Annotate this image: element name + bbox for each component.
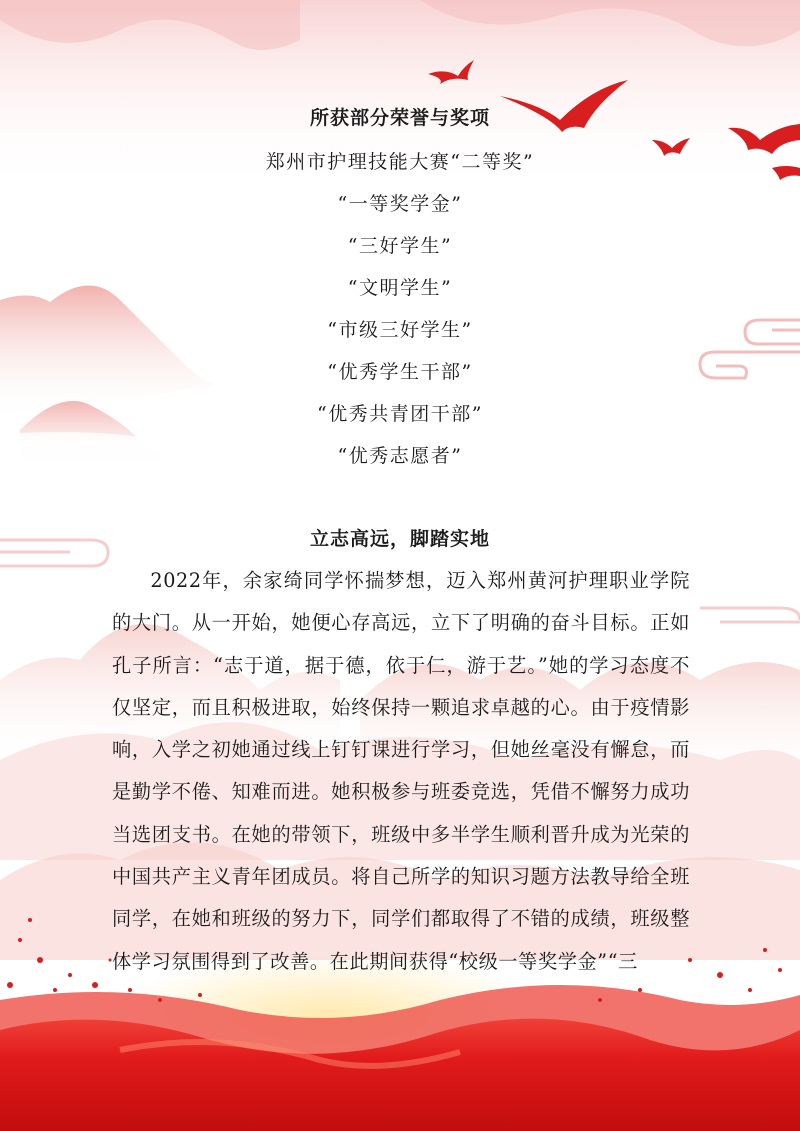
section-heading: 立志高远，脚踏实地: [309, 528, 490, 550]
award-item: 郑州市护理技能大赛“二等奖”: [265, 151, 535, 173]
awards-heading: 所获部分荣誉与奖项: [309, 107, 490, 129]
awards-list: [0, 146, 800, 482]
award-item: “市级三好学生”: [327, 319, 473, 341]
award-item: “一等奖学金”: [337, 193, 463, 215]
award-item: “优秀学生干部”: [327, 361, 473, 383]
award-item: “三好学生”: [347, 235, 453, 257]
award-item: “文明学生”: [347, 277, 453, 299]
award-item: “优秀志愿者”: [337, 445, 463, 467]
body-paragraph: 2022年，余家绮同学怀揣梦想，迈入郑州黄河护理职业学院的大门。从一开始，她便心存高远，立下了明确的奋斗目标。正如孔子所言：“志于道，据于德，依于仁，游于艺。”她的学习态度不仅坚定，而且积极进取，始终保持一颗追求卓越的心。由于疫情影响，入学之初她通过线上钉钉课进行学习，但她丝毫没有懈怠，而是勤学不倦、知难而进。她积极参与班委竞选，凭借不懈努力成功当选团支书。在她的带领下，班级中多半学生顺利晋升成为光荣的中国共产主义青年团成员。将自己所学的知识习题方法教导给全班同学，在她和班级的努力下，同学们都取得了不错的成绩，班级整体学习氛围得到了改善。在此期间获得“校级一等奖学金”“三: [112, 569, 690, 973]
award-item: “优秀共青团干部”: [317, 403, 483, 425]
